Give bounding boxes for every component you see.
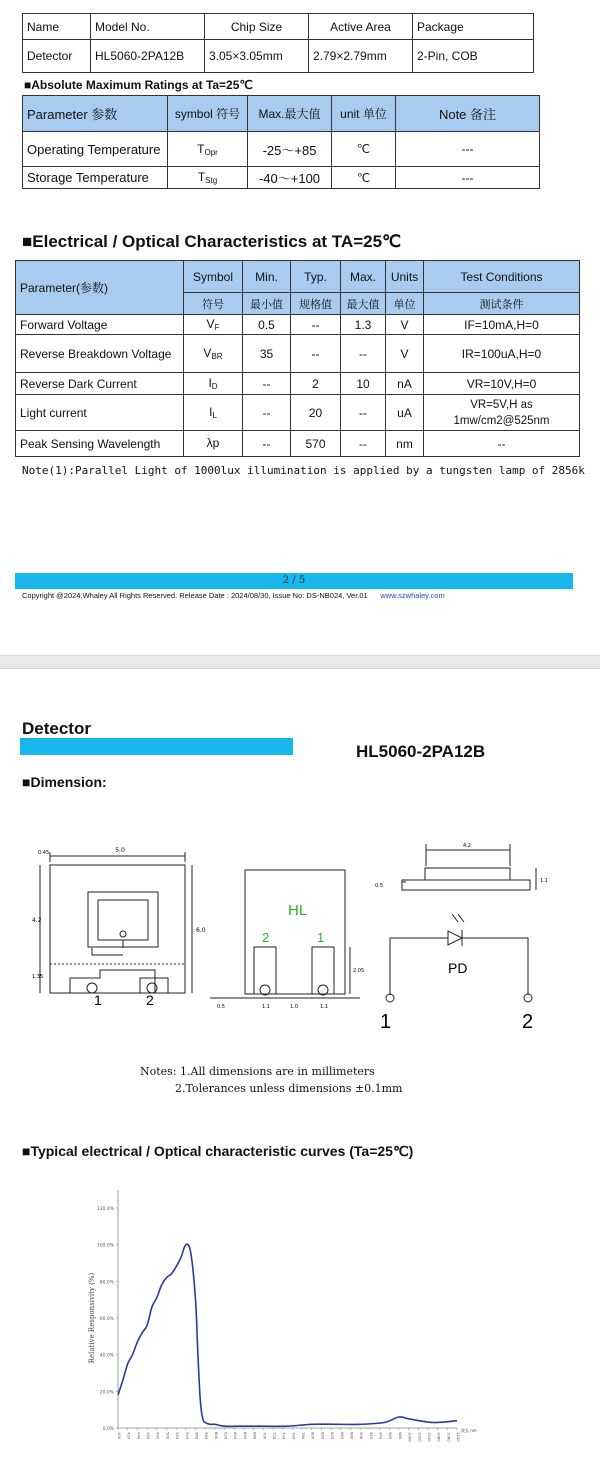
info-header-model: Model No. bbox=[91, 14, 205, 40]
eo-row-max: -- bbox=[341, 431, 386, 457]
chart-y-ticks bbox=[97, 1206, 118, 1432]
dimension-title: ■Dimension: bbox=[22, 774, 107, 790]
eo-row-symbol: λp bbox=[184, 431, 243, 457]
schematic-pin1: 1 bbox=[380, 1011, 392, 1033]
info-table bbox=[22, 13, 534, 73]
chart-x-ticks bbox=[117, 1428, 461, 1442]
eo-row-symbol: $I_L$ bbox=[184, 395, 243, 431]
eo-row-max: 1.3 bbox=[341, 315, 386, 335]
eo-row-min: 0.5 bbox=[243, 315, 291, 335]
eo-header-cn: 单位 bbox=[386, 293, 424, 315]
abs-header-symbol: symbol 符号 bbox=[168, 96, 248, 132]
curves-title: ■Typical electrical / Optical characteristic curves (Ta=25℃) bbox=[22, 1143, 414, 1159]
abs-row-note: --- bbox=[396, 132, 540, 167]
abs-row-max: -40～+100 bbox=[248, 167, 332, 189]
dim-side-l: 0.5 bbox=[375, 883, 383, 889]
pd-schematic bbox=[386, 914, 532, 1002]
info-header-area: Active Area bbox=[309, 14, 413, 40]
eo-note: Note(1):Parallel Light of 1000lux illumination is applied by a tungsten lamp of 2856k bbox=[22, 464, 585, 477]
abs-row-max: -25～+85 bbox=[248, 132, 332, 167]
x-tick-label: 920 bbox=[368, 1432, 374, 1440]
x-tick-label: 820 bbox=[320, 1432, 326, 1440]
dim-side-r: 1.1 bbox=[540, 878, 548, 884]
eo-row-max: -- bbox=[341, 395, 386, 431]
eo-row-symbol: $V_{BR}$ bbox=[184, 335, 243, 373]
eo-row-param: Light current bbox=[16, 395, 184, 431]
info-header-chip: Chip Size bbox=[205, 14, 309, 40]
x-tick-label: 500 bbox=[165, 1432, 171, 1440]
footer-website[interactable]: www.szwhaley.com bbox=[380, 591, 445, 600]
x-tick-label: 640 bbox=[233, 1432, 239, 1440]
y-tick-label: 80.0% bbox=[99, 1280, 114, 1286]
x-tick-label: 520 bbox=[175, 1432, 181, 1440]
x-tick-label: 900 bbox=[359, 1432, 365, 1440]
eo-row-min: -- bbox=[243, 395, 291, 431]
eo-title: ■Electrical / Optical Characteristics at TA=25℃ bbox=[22, 232, 402, 251]
x-tick-label: 1040 bbox=[426, 1432, 432, 1442]
dim-side-w: 4.2 bbox=[463, 843, 471, 849]
eo-row-unit: V bbox=[386, 315, 424, 335]
x-tick-label: 960 bbox=[388, 1432, 394, 1440]
x-tick-label: 780 bbox=[301, 1432, 307, 1440]
x-tick-label: 540 bbox=[184, 1432, 190, 1440]
eo-row-min: -- bbox=[243, 431, 291, 457]
eo-header-cn: 规格值 bbox=[291, 293, 341, 315]
page-number-bar bbox=[15, 573, 573, 589]
pd-label: PD bbox=[448, 960, 468, 976]
x-tick-label: 980 bbox=[397, 1432, 403, 1440]
eo-header-units: Units bbox=[386, 261, 424, 293]
eo-row-cond: -- bbox=[424, 431, 580, 457]
page3-model: HL5060-2PA12B bbox=[356, 742, 486, 761]
page-separator bbox=[0, 655, 600, 669]
eo-row-cond: VR=5V,H as 1mw/cm2@525nm bbox=[424, 395, 580, 431]
eo-header-symbol: Symbol bbox=[184, 261, 243, 293]
eo-row-symbol: $V_F$ bbox=[184, 315, 243, 335]
eo-row-max: 10 bbox=[341, 373, 386, 395]
x-tick-label: 1000 bbox=[407, 1432, 413, 1442]
abs-row-symbol: $T_{Opr}$ bbox=[168, 132, 248, 167]
eo-header-cn: 最小值 bbox=[243, 293, 291, 315]
eo-row-typ: -- bbox=[291, 335, 341, 373]
x-tick-label: 480 bbox=[155, 1432, 161, 1440]
dim-right-h: 6.0 bbox=[196, 927, 206, 934]
y-tick-label: 120.0% bbox=[96, 1207, 114, 1212]
eo-table bbox=[15, 260, 580, 457]
y-tick-label: 0.0% bbox=[102, 1427, 114, 1432]
abs-max-title: ■Absolute Maximum Ratings at Ta=25℃ bbox=[24, 78, 253, 92]
eo-row-typ: 2 bbox=[291, 373, 341, 395]
front-view bbox=[40, 852, 192, 993]
eo-row-cond: VR=10V,H=0 bbox=[424, 373, 580, 395]
x-tick-label: 440 bbox=[136, 1432, 142, 1440]
dim-width-top: 5.0 bbox=[115, 847, 125, 854]
bottom-view bbox=[210, 870, 360, 998]
x-tick-label: 720 bbox=[271, 1432, 277, 1440]
eo-row-param: Reverse Breakdown Voltage bbox=[16, 335, 184, 373]
abs-row-param: Storage Temperature bbox=[23, 167, 168, 189]
abs-header-unit: unit 单位 bbox=[332, 96, 396, 132]
eo-row-unit: nA bbox=[386, 373, 424, 395]
eo-row-param: Peak Sensing Wavelength bbox=[16, 431, 184, 457]
y-tick-label: 100.0% bbox=[96, 1243, 114, 1249]
dim-left-mid: 4.2 bbox=[32, 917, 42, 924]
page-number: 2 / 5 bbox=[282, 575, 306, 586]
x-tick-label: 880 bbox=[349, 1432, 355, 1440]
x-tick-label: 940 bbox=[378, 1432, 384, 1440]
dimension-drawing bbox=[32, 830, 560, 1035]
footer-copyright: Copyright @2024,Whaley All Rights Reserved. Release Date : 2024/08/30, Issue No: DS-NB024, Ver.01 www.szwhaley.com bbox=[22, 591, 445, 600]
info-cell-name: Detector bbox=[23, 40, 91, 73]
eo-row-unit: V bbox=[386, 335, 424, 373]
info-header-package: Package bbox=[413, 14, 534, 40]
y-axis-label: Relative Responsivity (%) bbox=[88, 1272, 96, 1364]
eo-row-param: Reverse Dark Current bbox=[16, 373, 184, 395]
eo-row-max: -- bbox=[341, 335, 386, 373]
abs-row-note: --- bbox=[396, 167, 540, 189]
pad-label-1: 1 bbox=[317, 930, 325, 945]
x-tick-label: 840 bbox=[330, 1432, 336, 1440]
eo-header-cn: 测试条件 bbox=[424, 293, 580, 315]
x-tick-label: 700 bbox=[262, 1432, 268, 1440]
x-tick-label: 680 bbox=[252, 1432, 258, 1440]
eo-row-min: 35 bbox=[243, 335, 291, 373]
x-tick-label: 620 bbox=[223, 1432, 229, 1440]
dim-b2: 1.1 bbox=[262, 1004, 270, 1010]
x-tick-label: 1060 bbox=[436, 1432, 442, 1442]
x-tick-label: 600 bbox=[213, 1432, 219, 1440]
x-axis-unit: 波长 nm bbox=[461, 1428, 477, 1433]
x-tick-label: 660 bbox=[242, 1432, 248, 1440]
eo-row-typ: 20 bbox=[291, 395, 341, 431]
x-tick-label: 560 bbox=[194, 1432, 200, 1440]
mark-hl: HL bbox=[288, 902, 308, 919]
info-cell-model: HL5060-2PA12B bbox=[91, 40, 205, 73]
responsivity-chart bbox=[85, 1190, 480, 1452]
x-tick-label: 1020 bbox=[417, 1432, 423, 1442]
dim-b3: 1.0 bbox=[290, 1004, 298, 1010]
front-pin2: 2 bbox=[146, 992, 154, 1008]
info-header-name: Name bbox=[23, 14, 91, 40]
eo-header-param: Parameter(参数) bbox=[16, 261, 184, 315]
eo-row-min: -- bbox=[243, 373, 291, 395]
y-tick-label: 40.0% bbox=[99, 1353, 114, 1359]
x-tick-label: 860 bbox=[339, 1432, 345, 1440]
dim-left-top: 0.45 bbox=[38, 850, 50, 856]
eo-header-typ: Typ. bbox=[291, 261, 341, 293]
dim-b1: 0.5 bbox=[217, 1004, 225, 1010]
info-cell-package: 2-Pin, COB bbox=[413, 40, 534, 73]
dim-pad-h: 2.05 bbox=[353, 968, 365, 974]
y-tick-label: 60.0% bbox=[99, 1317, 114, 1322]
y-tick-label: 20.0% bbox=[99, 1390, 114, 1396]
eo-header-conditions: Test Conditions bbox=[424, 261, 580, 293]
schematic-pin2: 2 bbox=[522, 1011, 534, 1033]
x-tick-label: 420 bbox=[126, 1432, 132, 1440]
side-view bbox=[402, 844, 536, 890]
eo-row-param: Forward Voltage bbox=[16, 315, 184, 335]
x-tick-label: 1080 bbox=[446, 1432, 452, 1442]
page3-heading-bar bbox=[20, 738, 293, 755]
x-tick-label: 400 bbox=[117, 1432, 122, 1440]
eo-row-symbol: $I_D$ bbox=[184, 373, 243, 395]
x-tick-label: 760 bbox=[291, 1432, 297, 1440]
abs-row-param: Operating Temperature bbox=[23, 132, 168, 167]
eo-header-min: Min. bbox=[243, 261, 291, 293]
eo-row-typ: 570 bbox=[291, 431, 341, 457]
abs-header-note: Note 备注 bbox=[396, 96, 540, 132]
eo-row-cond: IR=100uA,H=0 bbox=[424, 335, 580, 373]
notes-2: 2.Tolerances unless dimensions ±0.1mm bbox=[175, 1082, 403, 1095]
x-tick-label: 800 bbox=[310, 1432, 316, 1440]
abs-header-max: Max.最大值 bbox=[248, 96, 332, 132]
eo-header-cn: 最大值 bbox=[341, 293, 386, 315]
info-cell-area: 2.79×2.79mm bbox=[309, 40, 413, 73]
abs-row-symbol: $T_{Stg}$ bbox=[168, 167, 248, 189]
front-pin1: 1 bbox=[94, 992, 102, 1008]
eo-header-max: Max. bbox=[341, 261, 386, 293]
eo-row-typ: -- bbox=[291, 315, 341, 335]
abs-row-unit: ℃ bbox=[332, 167, 396, 189]
abs-row-unit: ℃ bbox=[332, 132, 396, 167]
dim-b4: 1.1 bbox=[320, 1004, 328, 1010]
info-cell-chip: 3.05×3.05mm bbox=[205, 40, 309, 73]
eo-row-unit: nm bbox=[386, 431, 424, 457]
abs-header-param: Parameter 参数 bbox=[23, 96, 168, 132]
pad-label-2: 2 bbox=[262, 930, 270, 945]
x-tick-label: 580 bbox=[204, 1432, 210, 1440]
abs-max-table bbox=[22, 95, 540, 189]
eo-row-unit: uA bbox=[386, 395, 424, 431]
eo-row-cond: IF=10mA,H=0 bbox=[424, 315, 580, 335]
dim-left-bot: 1.35 bbox=[32, 974, 44, 980]
eo-header-cn: 符号 bbox=[184, 293, 243, 315]
series-line bbox=[118, 1244, 457, 1426]
x-tick-label: 460 bbox=[146, 1432, 152, 1440]
x-tick-label: 1100 bbox=[456, 1432, 461, 1442]
page3-heading: Detector bbox=[22, 719, 91, 738]
chart-axes bbox=[118, 1190, 457, 1428]
notes-1: Notes: 1.All dimensions are in millimeters bbox=[140, 1065, 375, 1078]
x-tick-label: 740 bbox=[281, 1432, 287, 1440]
